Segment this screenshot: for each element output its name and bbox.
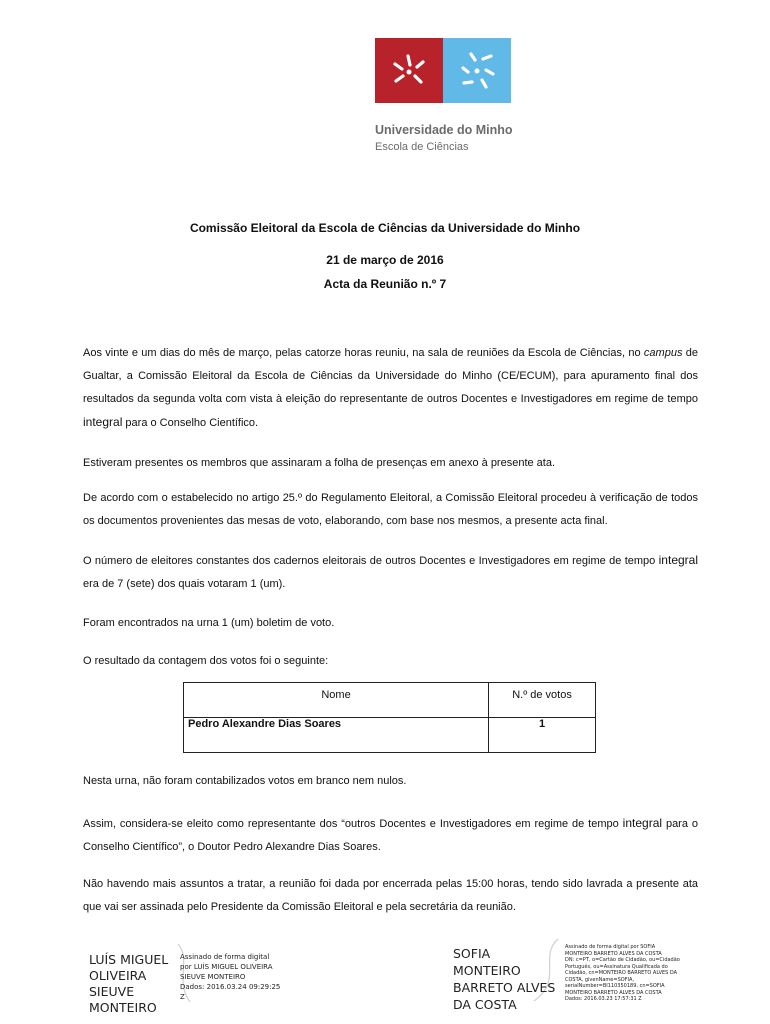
paragraph-closing (83, 873, 698, 919)
document-date: 21 de março de 2016 (326, 253, 444, 267)
paragraph-blank-votes (83, 770, 698, 793)
university-name: Universidade do Minho (375, 123, 513, 137)
signature-2-name (453, 945, 561, 1013)
results-table (183, 682, 596, 753)
p5-text: Foram encontrados na urna 1 (um) boletim de voto. (83, 617, 335, 629)
p4-text-end: era de 7 (sete) dos quais votaram 1 (um). (83, 578, 286, 590)
sig1-info-line: Dados: 2016.03.24 09:29:25 (180, 983, 281, 991)
p8-text-start: Assim, considera-se eleito como representante dos “outros Docentes e Investigadores em regime de tempo (83, 818, 623, 830)
p4-text-start: O número de eleitores constantes dos cadernos eleitorais de outros Docentes e Investigadores em regime de tempo (83, 555, 659, 567)
p1-campus-italic: campus (643, 347, 683, 359)
sig2-info-line: Assinado de forma digital por SOFIA (565, 944, 656, 950)
sig1-info-line: SIEUVE MONTEIRO (180, 973, 246, 981)
header-votes: N.º de votos (489, 683, 596, 718)
p6-text: O resultado da contagem dos votos foi o seguinte: (83, 655, 329, 667)
table-header-row (184, 683, 596, 718)
sig2-info-line: Cidadão, cn=MONTEIRO BARRETO ALVES DA (565, 970, 678, 976)
p3-text: De acordo com o estabelecido no artigo 25.º do Regulamento Eleitoral, a Comissão Eleitoral procedeu à verificação de todos os documentos provenientes das mesas de voto, elaborando, com base nos mesmos, a presente acta final. (83, 492, 698, 527)
sig2-info-line: Dados: 2016.03.23 17:57:31 Z (565, 996, 642, 1002)
signature-1-name (89, 952, 181, 1016)
p1-text-end: para o Conselho Científico. (122, 417, 259, 429)
sig2-name-line: BARRETO ALVES (453, 980, 556, 995)
p7-text: Nesta urna, não foram contabilizados votos em branco nem nulos. (83, 775, 407, 787)
paragraph-attendance (83, 452, 698, 475)
table-row (184, 718, 596, 753)
sig1-name-line: LUÍS MIGUEL (89, 952, 169, 967)
sig2-info-line: MONTEIRO BARRETO ALVES DA COSTA (565, 950, 662, 957)
sig2-info-line: Português, ou=Assinatura Qualificada do (565, 963, 668, 970)
paragraph-result-intro (83, 650, 698, 673)
university-logo (375, 38, 511, 103)
sig1-info-line: Z (180, 993, 185, 1001)
sig1-name-line: MONTEIRO (89, 1000, 157, 1015)
paragraph-opening (83, 342, 698, 435)
sig1-info-line: Assinado de forma digital (180, 953, 270, 961)
paragraph-ballots (83, 612, 698, 635)
p1-integral-word: integral (83, 415, 123, 429)
school-name: Escola de Ciências (375, 141, 469, 153)
header-name: Nome (184, 683, 489, 718)
sig2-info-line: serialNumber=BI110350189, cn=SOFIA (565, 983, 665, 989)
p2-text: Estiveram presentes os membros que assinaram a folha de presenças em anexo à presente ata. (83, 457, 556, 469)
candidate-name: Pedro Alexandre Dias Soares (184, 718, 489, 753)
p4-integral-word: integral (658, 553, 698, 567)
p8-integral-word: integral (622, 816, 663, 830)
sig2-info-line: MONTEIRO BARRETO ALVES DA COSTA (565, 989, 662, 996)
sig1-name-line: OLIVEIRA SIEUVE (89, 968, 147, 999)
signature-2-details (565, 944, 695, 1003)
p1-text-start: Aos vinte e um dias do mês de março, pelas catorze horas reuniu, na sala de reuniões da Escola de Ciências, no (83, 347, 644, 359)
paragraph-voters (83, 549, 698, 596)
p8-text-end: para o Conselho Científico”, o Doutor Pedro Alexandre Dias Soares. (83, 818, 698, 853)
sig2-name-line: SOFIA MONTEIRO (453, 946, 521, 978)
minutes-number: Acta da Reunião n.º 7 (323, 277, 447, 291)
p9-text: Não havendo mais assuntos a tratar, a reunião foi dada por encerrada pelas 15:00 horas, tendo sido lavrada a presente ata que vai ser assinada pelo Presidente da Comissão Eleitoral e pela secretária da reunião. (83, 878, 698, 913)
sig1-info-line: por LUÍS MIGUEL OLIVEIRA (180, 963, 273, 971)
p1-text-middle: de Gualtar, a Comissão Eleitoral da Escola de Ciências da Universidade do Minho (CE/ECUM), para apuramento final dos resultados da segunda volta com vista à eleição do representante de outros Docentes e Investigadores em regime de tempo (83, 347, 699, 405)
sig2-name-line: DA COSTA (453, 997, 517, 1012)
signature-1-details (180, 952, 290, 1002)
logo-marks-icon (375, 38, 511, 103)
paragraph-verification (83, 487, 698, 533)
candidate-votes: 1 (489, 718, 596, 753)
paragraph-elected (83, 812, 698, 859)
sig2-info-line: COSTA, givenName=SOFIA, (565, 976, 635, 983)
sig2-info-line: DN: c=PT, o=Cartão de Cidadão, ou=Cidadão (565, 957, 680, 963)
document-title: Comissão Eleitoral da Escola de Ciências da Universidade do Minho (189, 221, 581, 235)
